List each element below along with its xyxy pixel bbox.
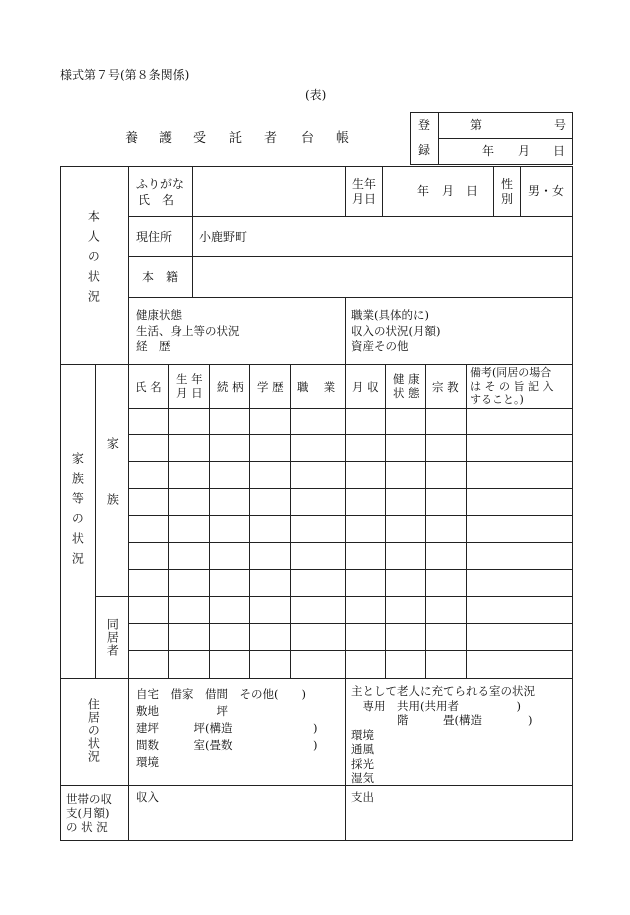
housing-section-label: 住居の状況 xyxy=(86,698,101,763)
col-relation: 続 柄 xyxy=(217,380,244,394)
person-section-label: 本人の状況 xyxy=(86,210,101,310)
name-field[interactable] xyxy=(194,168,344,215)
sex-label-2: 別 xyxy=(501,192,514,206)
registration-dai: 第 xyxy=(470,118,483,132)
col-remarks: 備考(同居の場合 は そ の 旨 記 入 すること。) xyxy=(470,366,554,406)
registration-day: 日 xyxy=(553,144,566,158)
housing-left-block: 自宅 借家 借間 その他( ) 敷地 坪 建坪 坪(構造 ) 間数 室(畳数 ) 環境 xyxy=(136,687,318,769)
title-char: 養 xyxy=(125,131,139,146)
registration-label-top: 登 xyxy=(418,118,431,132)
domicile-label: 本 籍 xyxy=(142,270,179,284)
family-section-label: 家族等の状況 xyxy=(70,452,85,572)
address-value[interactable]: 小鹿野町 xyxy=(199,230,248,244)
family-sub-label: 家族 xyxy=(105,437,120,549)
birth-day: 日 xyxy=(466,184,479,198)
col-religion: 宗 教 xyxy=(432,380,459,394)
name-label: 氏 名 xyxy=(138,193,175,207)
sex-options[interactable]: 男・女 xyxy=(528,184,565,198)
col-birth-2: 月 日 xyxy=(176,386,203,400)
col-health-2: 状 態 xyxy=(393,386,420,400)
title-char: 護 xyxy=(159,131,173,146)
col-birth-1: 生 年 xyxy=(176,372,203,386)
registration-year: 年 xyxy=(482,144,495,158)
income-label: 収入 xyxy=(136,790,159,804)
furigana-label: ふりがな xyxy=(136,177,185,191)
registration-go: 号 xyxy=(554,118,567,132)
domicile-field[interactable] xyxy=(194,258,571,296)
health-status-block: 健康状態 生活、身上等の状況 経 歴 xyxy=(136,308,240,353)
title-char: 台 xyxy=(301,131,315,146)
registration-label-bottom: 録 xyxy=(418,143,431,157)
col-health-1: 健 康 xyxy=(393,372,420,386)
title-char: 帳 xyxy=(336,131,350,146)
form-number: 様式第７号(第８条関係) xyxy=(60,68,190,82)
finance-section-label: 世帯の収 支(月額) の 状 況 xyxy=(66,792,112,834)
col-occupation: 職 業 xyxy=(297,380,336,394)
col-name: 氏 名 xyxy=(135,380,162,394)
expense-label: 支出 xyxy=(351,790,374,804)
col-education: 学 歴 xyxy=(257,380,284,394)
sex-label-1: 性 xyxy=(501,177,514,191)
cohabitant-sub-label: 同居者 xyxy=(105,618,120,657)
birth-month: 月 xyxy=(442,184,455,198)
birth-year: 年 xyxy=(417,184,430,198)
title-char: 受 xyxy=(193,131,207,146)
col-income: 月 収 xyxy=(352,380,379,394)
address-label: 現住所 xyxy=(136,230,173,244)
form-side-label: (表) xyxy=(305,88,327,102)
title-char: 託 xyxy=(229,131,243,146)
birth-label-1: 生年 xyxy=(352,177,377,191)
registration-month: 月 xyxy=(518,144,531,158)
title-char: 者 xyxy=(264,131,278,146)
birth-label-2: 月日 xyxy=(352,192,377,206)
occupation-block: 職業(具体的に) 収入の状況(月額) 資産その他 xyxy=(351,308,441,353)
housing-right-block: 主として老人に充てられる室の状況 専用 共用(共用者 ) 階 畳(構造 ) 環境 通風 採光 湿気 xyxy=(351,684,535,785)
